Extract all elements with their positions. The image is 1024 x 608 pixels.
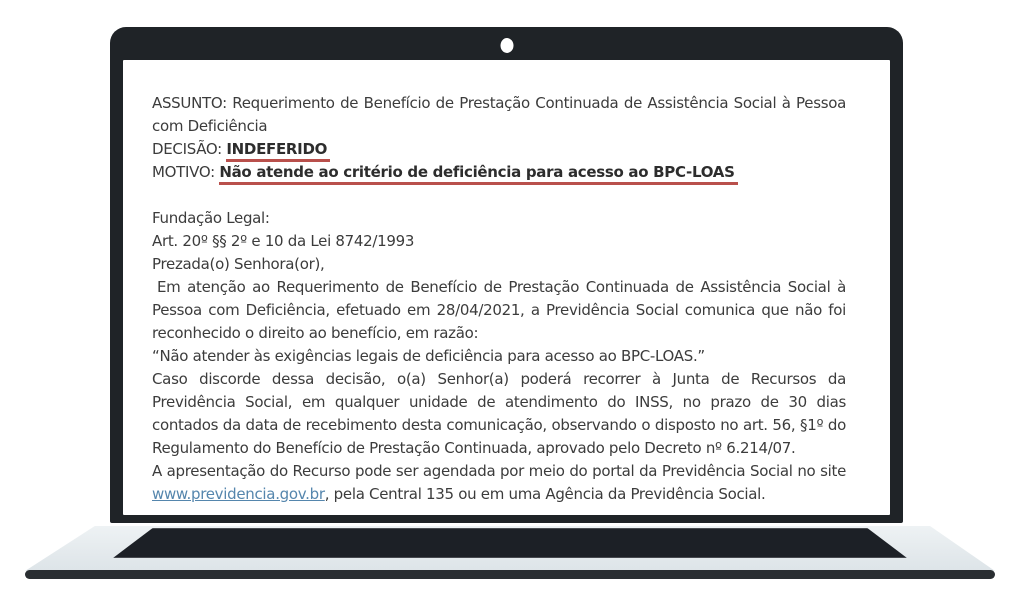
decision-value: INDEFERIDO [226, 140, 330, 162]
body-paragraph-3 [152, 460, 846, 506]
previdencia-website-link[interactable]: www.previdencia.gov.br [152, 485, 325, 503]
decision-line [152, 138, 846, 161]
motive-line [152, 161, 846, 184]
webcam-dot-icon [500, 38, 513, 53]
laptop-screen-bezel [110, 27, 903, 523]
motive-label: MOTIVO: [152, 163, 220, 181]
body-paragraph-2: Caso discorde dessa decisão, o(a) Senhor(a) poderá recorrer à Junta de Recursos da Previdência Social, em qualquer unidade de atendimento do INSS, no prazo de 30 dias contados da data de recebimento desta comunicação, observando o disposto no art. 56, §1º do Regulamento do Benefício de Prestação Continuada, aprovado pelo Decreto nº 6.214/07. [152, 370, 846, 457]
legal-article: Art. 20º §§ 2º e 10 da Lei 8742/1993 [152, 232, 415, 250]
decision-label: DECISÃO: [152, 140, 227, 158]
screen-display [123, 60, 890, 515]
quote-line: “Não atender às exigências legais de deficiência para acesso ao BPC-LOAS.” [152, 347, 705, 365]
motive-value: Não atende ao critério de deficiência para acesso ao BPC-LOAS [219, 163, 737, 185]
blank-line [152, 184, 846, 207]
salutation: Prezada(o) Senhora(or), [152, 255, 325, 273]
document-letter [152, 92, 846, 506]
subject-line: ASSUNTO: Requerimento de Benefício de Prestação Continuada de Assistência Social à Pessoa com Deficiência [152, 94, 846, 135]
body-3-text-after-link: , pela Central 135 ou em uma Agência da Previdência Social. [324, 485, 766, 503]
laptop-base-bottom-edge [25, 570, 995, 579]
legal-heading: Fundação Legal: [152, 209, 270, 227]
keyboard-area [113, 528, 907, 558]
body-3-text-before-link: A apresentação do Recurso pode ser agendada por meio do portal da Previdência Social no site [152, 462, 846, 480]
body-paragraph-1: Em atenção ao Requerimento de Benefício de Prestação Continuada de Assistência Social à Pessoa com Deficiência, efetuado em 28/04/2021, a Previdência Social comunica que não foi reconhecido o direito ao benefício, em razão: [152, 278, 846, 342]
